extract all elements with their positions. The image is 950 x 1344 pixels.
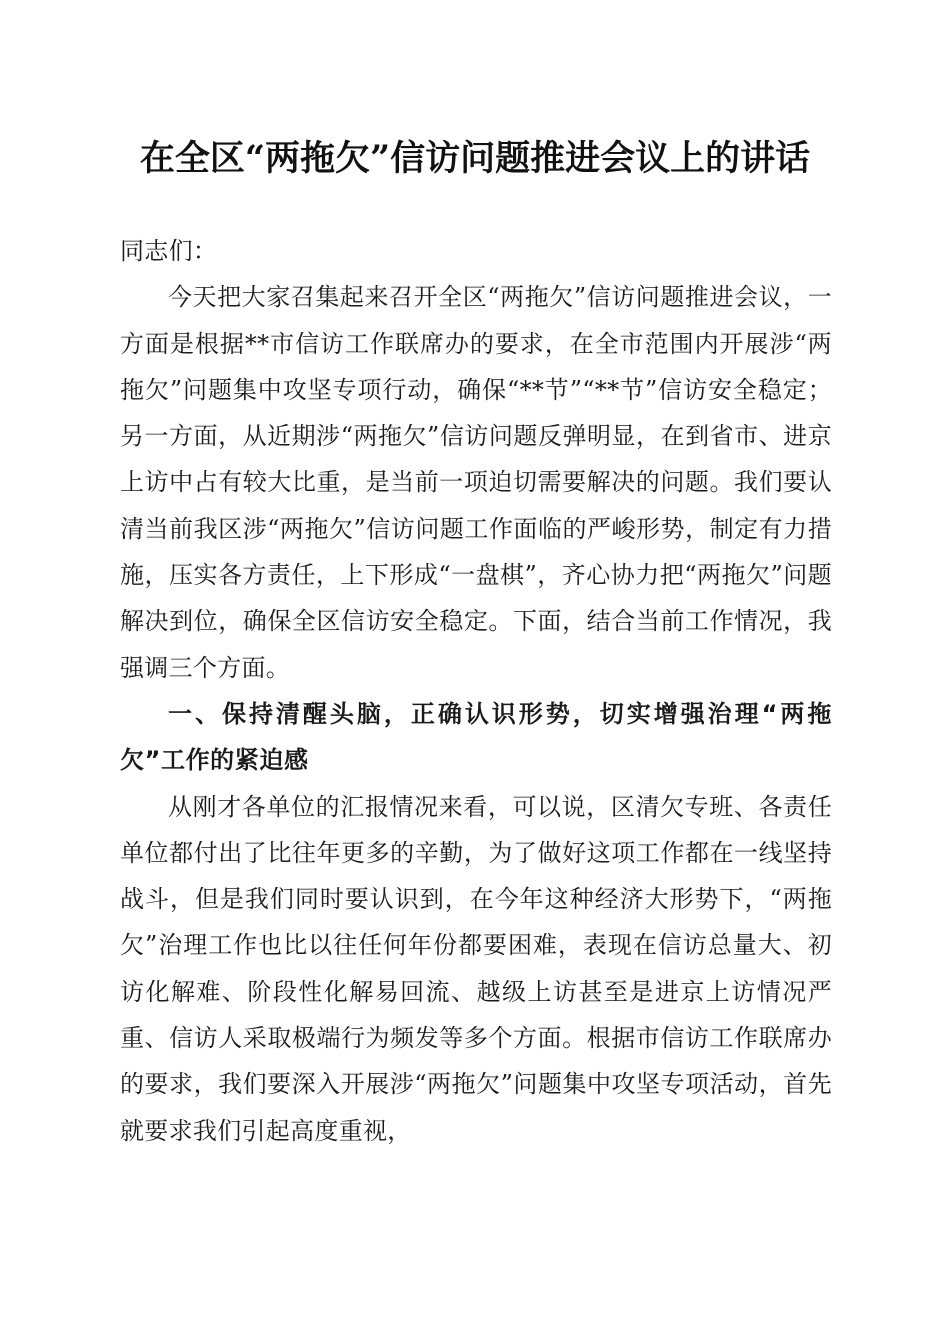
section-heading-1: 一、保持清醒头脑，正确认识形势，切实增强治理“两拖欠”工作的紧迫感 — [120, 699, 832, 775]
salutation: 同志们： — [120, 237, 218, 265]
document-body — [120, 228, 832, 1154]
paragraph-section-1: 从刚才各单位的汇报情况来看，可以说，区清欠专班、各责任单位都付出了比往年更多的辛勤，为了做好这项工作都在一线坚持战斗，但是我们同时要认识到，在今年这种经济大形势下，“两拖欠”治理工作也比以往任何年份都要困难，表现在信访总量大、初访化解难、阶段性化解易回流、越级上访甚至是进京上访情况严重、信访人采取极端行为频发等多个方面。根据市信访工作联席办的要求，我们要深入开展涉“两拖欠”问题集中攻坚专项活动，首先就要求我们引起高度重视， — [120, 792, 832, 1145]
paragraph-intro: 今天把大家召集起来召开全区“两拖欠”信访问题推进会议，一方面是根据**市信访工作联席办的要求，在全市范围内开展涉“两拖欠”问题集中攻坚专项行动，确保“**节”“**节”信访安全稳定；另一方面，从近期涉“两拖欠”信访问题反弹明显，在到省市、进京上访中占有较大比重，是当前一项迫切需要解决的问题。我们要认清当前我区涉“两拖欠”信访问题工作面临的严峻形势，制定有力措施，压实各方责任，上下形成“一盘棋”，齐心协力把“两拖欠”问题解决到位，确保全区信访安全稳定。下面，结合当前工作情况，我强调三个方面。 — [120, 283, 832, 682]
page-title: 在全区“两拖欠”信访问题推进会议上的讲话 — [139, 138, 811, 179]
